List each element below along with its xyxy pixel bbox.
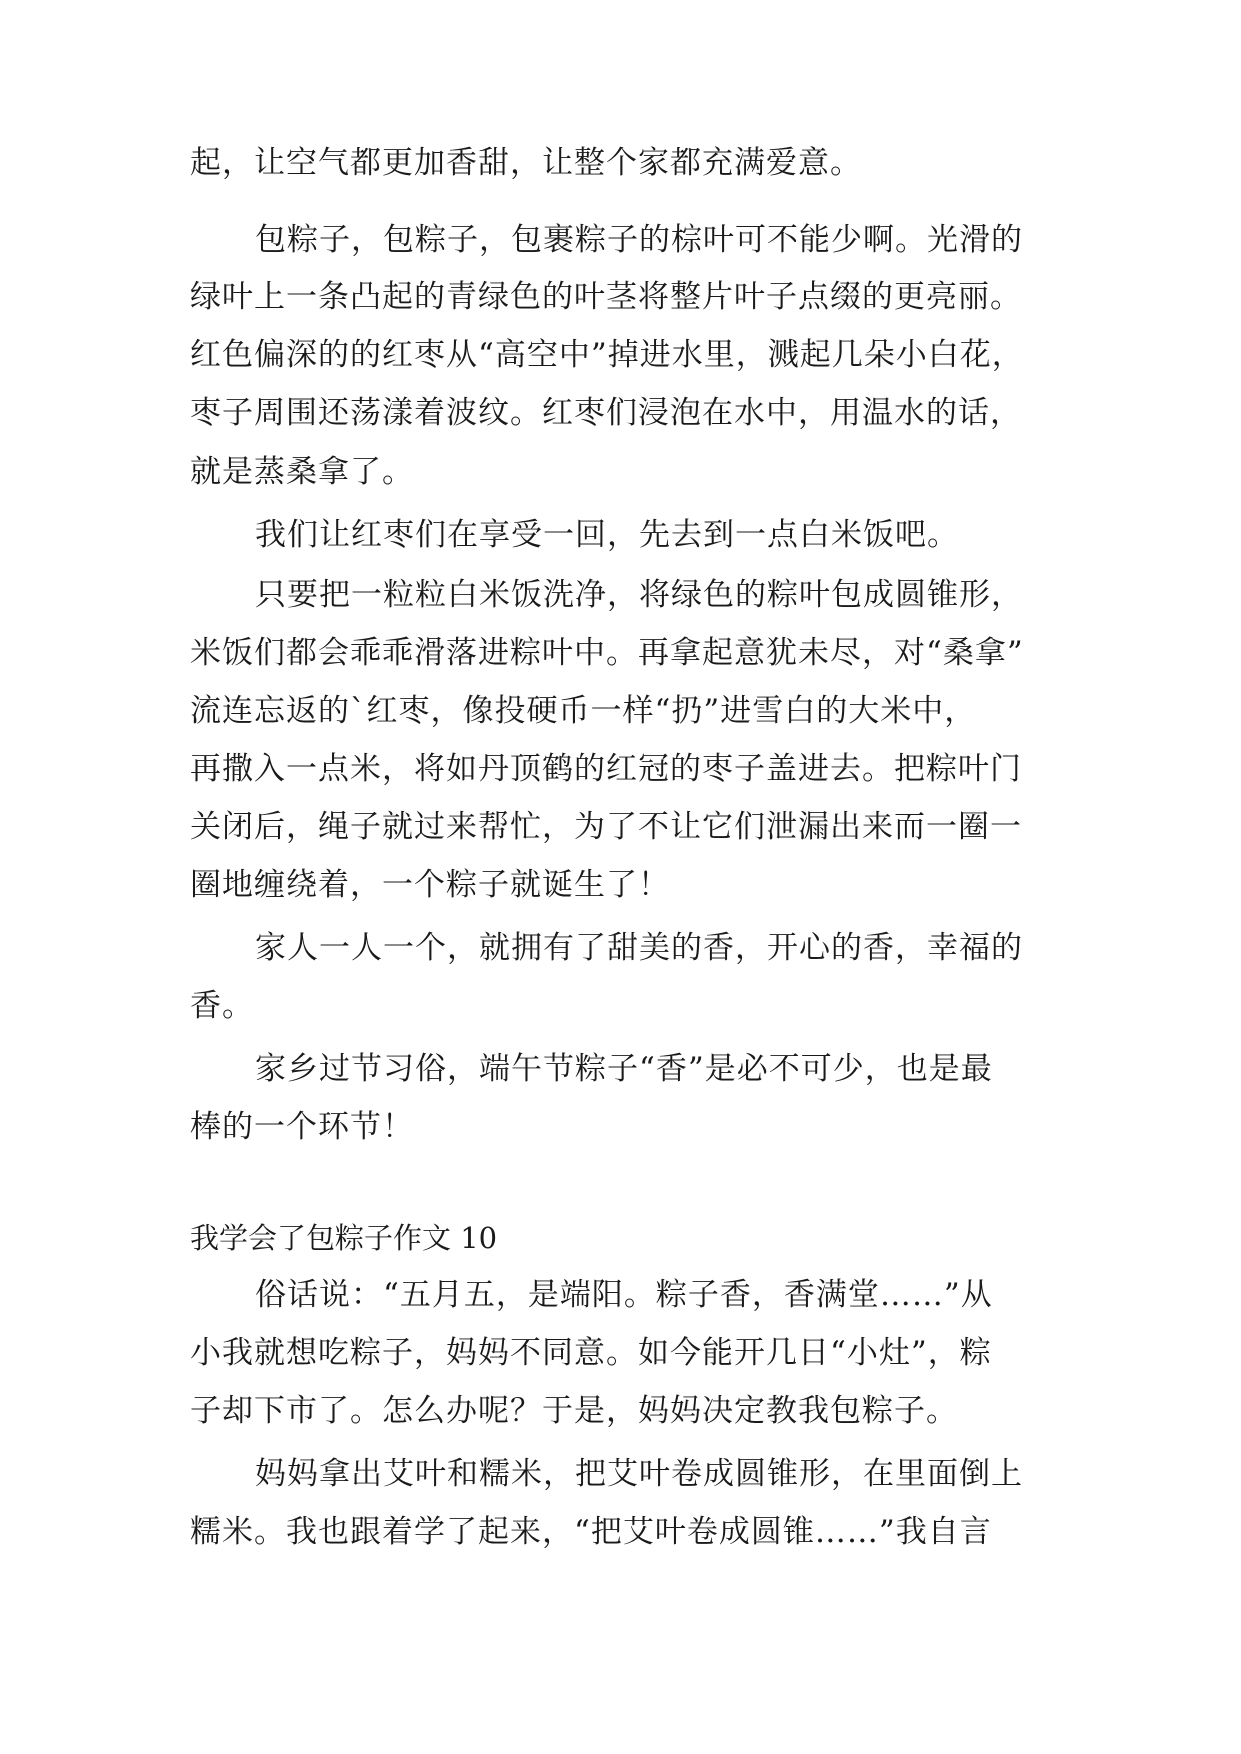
text-line: 圈地缠绕着，一个粽子就诞生了！	[190, 867, 670, 903]
text-line: 就是蒸桑拿了。	[190, 454, 414, 490]
text-line: 我们让红枣们在享受一回，先去到一点白米饭吧。	[255, 517, 959, 553]
text-line: 香。	[190, 988, 254, 1024]
text-line: 小我就想吃粽子，妈妈不同意。如今能开几日“小灶”，粽	[190, 1335, 992, 1371]
text-line: 糯米。我也跟着学了起来，“把艾叶卷成圆锥……”我自言	[190, 1514, 992, 1550]
text-line: 绿叶上一条凸起的青绿色的叶茎将整片叶子点缀的更亮丽。	[190, 279, 1022, 315]
text-line: 再撒入一点米，将如丹顶鹤的红冠的枣子盖进去。把粽叶门	[190, 751, 1022, 787]
text-line: 家人一人一个，就拥有了甜美的香，开心的香，幸福的	[255, 930, 1023, 966]
text-line: 红色偏深的的红枣从“高空中”掉进水里，溅起几朵小白花，	[190, 337, 1024, 373]
essay-heading: 我学会了包粽子作文 10	[190, 1221, 498, 1255]
text-line: 枣子周围还荡漾着波纹。红枣们浸泡在水中，用温水的话，	[190, 395, 1022, 431]
text-line: 米饭们都会乖乖滑落进粽叶中。再拿起意犹未尽，对“桑拿”	[190, 635, 1024, 671]
text-line: 家乡过节习俗，端午节粽子“香”是必不可少，也是最	[255, 1051, 993, 1087]
text-line: 子却下市了。怎么办呢？于是，妈妈决定教我包粽子。	[190, 1393, 958, 1429]
text-line: 妈妈拿出艾叶和糯米，把艾叶卷成圆锥形，在里面倒上	[255, 1456, 1023, 1492]
text-line: 起，让空气都更加香甜，让整个家都充满爱意。	[190, 145, 862, 181]
text-line: 关闭后，绳子就过来帮忙，为了不让它们泄漏出来而一圈一	[190, 809, 1022, 845]
text-line: 包粽子，包粽子，包裹粽子的棕叶可不能少啊。光滑的	[255, 222, 1023, 258]
text-line: 只要把一粒粒白米饭洗净，将绿色的粽叶包成圆锥形，	[255, 577, 1023, 613]
text-line: 流连忘返的`红枣，像投硬币一样“扔”进雪白的大米中，	[190, 693, 977, 729]
text-line: 棒的一个环节！	[190, 1109, 414, 1145]
text-line: 俗话说：“五月五，是端阳。粽子香，香满堂……”从	[255, 1277, 993, 1313]
